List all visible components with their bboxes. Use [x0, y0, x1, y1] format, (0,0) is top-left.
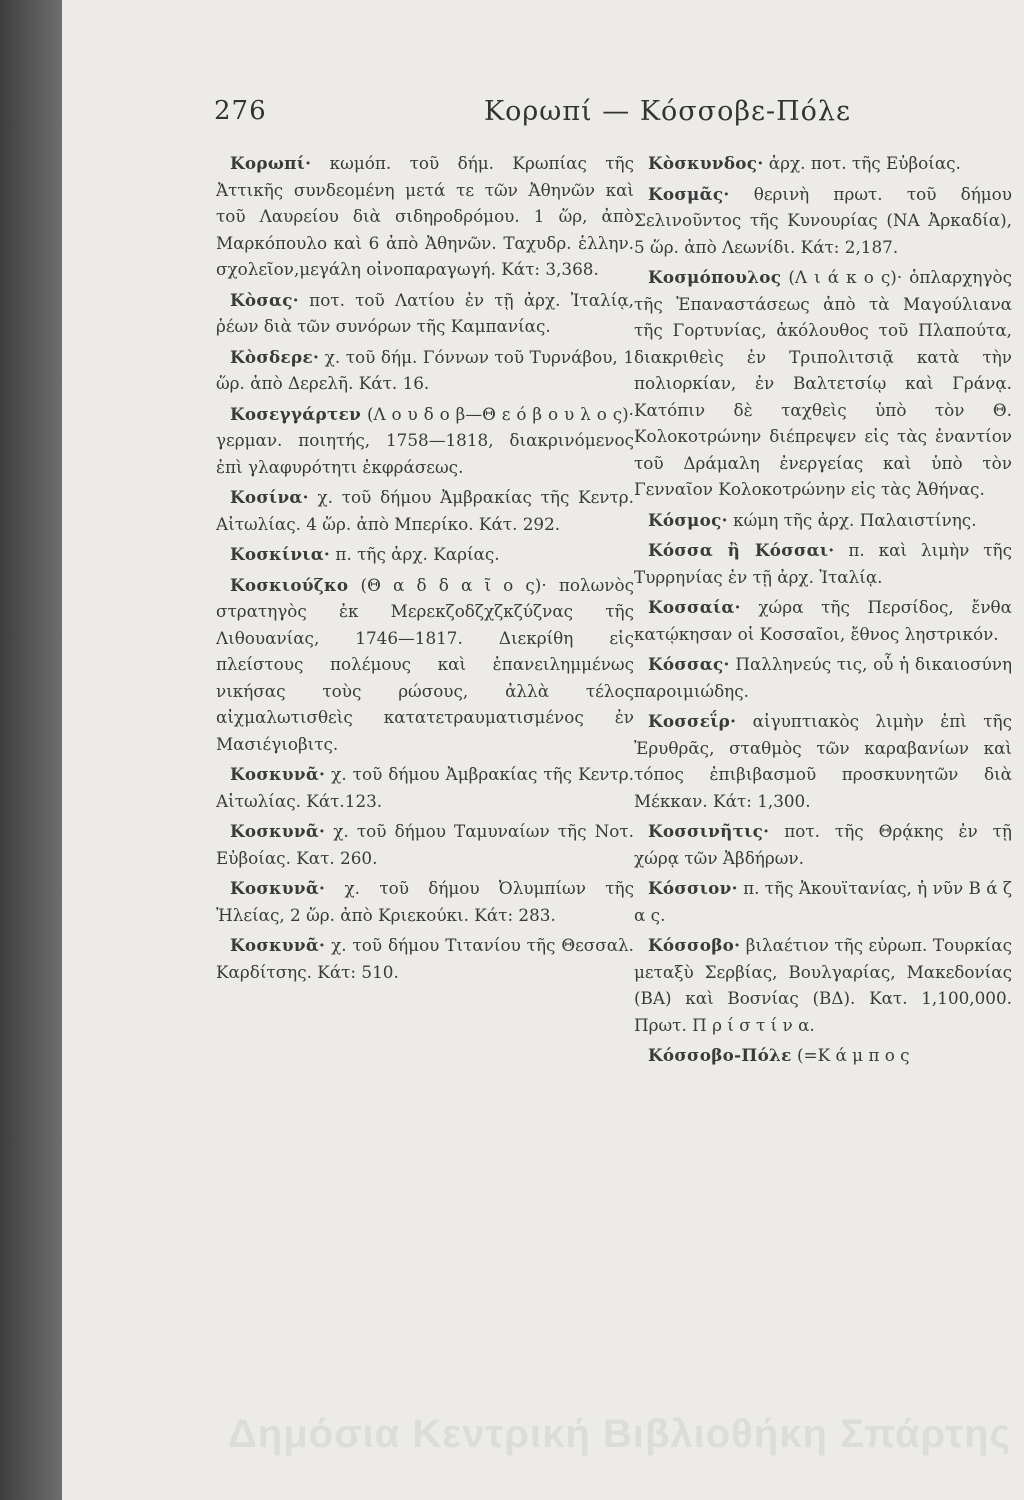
dictionary-entry [634, 150, 1012, 177]
scan-dark-edge [0, 0, 62, 1500]
entry-headword: Κόσσιον· [648, 878, 738, 898]
entry-headword: Κοσεγγάρτεν [230, 403, 362, 424]
dictionary-entry [216, 287, 634, 340]
dictionary-entry [216, 541, 634, 568]
entry-body: (=Κ ά μ π ο ς [791, 1045, 910, 1065]
entry-headword: Κοσκίνια· [230, 544, 331, 564]
entry-body: χ. τοῦ δήμου Ταμυναίων τῆς Νοτ. Εὐβοίας. Κατ. 260. [216, 821, 634, 868]
entry-body: χ. τοῦ δήμ. Γόννων τοῦ Τυρνάβου, 1 ὥρ. ἀπὸ Δερελῆ. Κάτ. 16. [216, 346, 634, 393]
entry-body: βιλαέτιον τῆς εὐρωπ. Τουρκίας μεταξὺ Σερβίας, Βουλγαρίας, Μακεδονίας (ΒΑ) καὶ Βοσνίας (ΒΔ). Κατ. 1,100,000. Πρωτ. Π ρ ί σ τ ί ν α. [634, 935, 1012, 1035]
entry-headword: Κορωπί· [230, 153, 312, 173]
dictionary-entry [216, 150, 634, 283]
entry-headword: Κόσμος· [648, 509, 728, 530]
entry-headword: Κοσκυνᾶ· [230, 821, 326, 841]
entry-body: ἀρχ. ποτ. τῆς Εὐβοίας. [763, 153, 961, 173]
dictionary-entry [634, 181, 1012, 261]
dictionary-entry [634, 264, 1012, 503]
entry-headword: Κοσκυνᾶ· [230, 878, 326, 898]
entry-headword: Κοσίνα· [230, 487, 309, 507]
right-column [634, 150, 1012, 1073]
page-header [214, 96, 1024, 136]
entry-body: π. τῆς Ἀκουϊτανίας, ἡ νῦν Β ά ζ α ς. [634, 878, 1012, 925]
dictionary-entry [634, 594, 1012, 647]
entry-body: (Θ α δ δ α ῖ ο ς)· πολωνὸς στρατηγὸς ἐκ Μερεκζοδζχζκζύζνας τῆς Λιθουανίας, 1746—1817. Διεκρίθη εἰς πλείστους πολέμους καὶ ἐπανειλημμένως νικήσας τοὺς ρώσους, ἀλλὰ τέλος αἰχμαλωτισθεὶς κατατετραυματισμένος ἐν Μασιέγιοβιτς. [216, 574, 634, 754]
entry-body: (Λ ο υ δ ο β—Θ ε ό β ο υ λ ο ς)· γερμαν. ποιητής, 1758—1818, διακρινόμενος ἐπὶ γλαφυρότητι ἐκφράσεως. [216, 403, 634, 477]
dictionary-entry [216, 875, 634, 928]
entry-body: π. τῆς ἀρχ. Καρίας. [330, 544, 500, 564]
entry-body: Παλληνεύς τις, οὗ ἡ δικαιοσύνη παροιμιώδης. [634, 654, 1012, 701]
dictionary-entry [216, 572, 634, 758]
entry-headword: Κοσσεΐρ· [648, 711, 737, 731]
dictionary-entry [634, 708, 1012, 814]
dictionary-entry [216, 401, 634, 481]
entry-headword: Κόσσας· [648, 654, 730, 674]
entry-body: χώρα τῆς Περσίδος, ἔνθα κατῴκησαν οἱ Κοσσαῖοι, ἔθνος ληστρικόν. [634, 597, 1012, 644]
dictionary-entry [634, 651, 1012, 704]
entry-headword: Κοσμᾶς· [648, 183, 730, 204]
dictionary-entry [634, 507, 1012, 534]
library-watermark: Δημόσια Κεντρική Βιβλιοθήκη Σπάρτης [228, 1412, 1012, 1456]
entry-body: χ. τοῦ δήμου Ὀλυμπίων τῆς Ἠλείας, 2 ὥρ. ἀπὸ Κριεκούκι. Κάτ: 283. [216, 878, 634, 925]
left-column [216, 150, 634, 989]
dictionary-entry [634, 1042, 1012, 1069]
dictionary-entry [216, 484, 634, 537]
dictionary-entry [634, 818, 1012, 871]
entry-headword: Κοσσαία· [648, 597, 741, 617]
entry-body: ποτ. τοῦ Λατίου ἐν τῇ ἀρχ. Ἰταλίᾳ, ῥέων διὰ τῶν συνόρων τῆς Καμπανίας. [216, 289, 634, 336]
dictionary-entry [634, 932, 1012, 1038]
entry-headword: Κὸσδερε· [230, 346, 320, 367]
entry-body: χ. τοῦ δήμου Τιτανίου τῆς Θεσσαλ. Καρδίτσης. Κάτ: 510. [216, 935, 634, 982]
entry-headword: Κοσσινῆτις· [648, 821, 770, 841]
dictionary-page [62, 0, 1024, 1500]
entry-body: κωμόπ. τοῦ δήμ. Κρωπίας τῆς Ἀττικῆς συνδεομένη μετά τε τῶν Ἀθηνῶν καὶ τοῦ Λαυρείου διὰ σιδηροδρόμου. 1 ὥρ, ἀπὸ Μαρκόπουλο καὶ 6 ἀπὸ Ἀθηνῶν. Ταχυδρ. ἑλλην. σχολεῖον,μεγάλη οἰνοπαραγωγή. Κάτ: 3,368. [216, 153, 634, 279]
entry-body: χ. τοῦ δήμου Ἀμβρακίας τῆς Κεντρ. Αἰτωλίας. 4 ὥρ. ἀπὸ Μπερίκο. Κάτ. 292. [216, 487, 634, 534]
running-head: Κορωπί — Κόσσοβε-Πόλε [484, 96, 851, 127]
dictionary-entry [216, 818, 634, 871]
dictionary-entry [216, 761, 634, 814]
page-number: 276 [214, 96, 267, 126]
entry-headword: Κόσσοβο-Πόλε [648, 1045, 792, 1065]
entry-headword: Κοσκιούζκο [230, 574, 349, 595]
entry-body: π. καὶ λιμὴν τῆς Τυρρηνίας ἐν τῇ ἀρχ. Ἰταλίᾳ. [634, 540, 1012, 587]
dictionary-entry [634, 875, 1012, 928]
entry-body: κώμη τῆς ἀρχ. Παλαιστίνης. [727, 509, 977, 530]
entry-headword: Κὸσας· [230, 289, 299, 310]
entry-headword: Κόσσοβο· [648, 935, 741, 955]
entry-headword: Κοσμόπουλος [648, 267, 782, 287]
entry-body: (Λ ι ά κ ο ς)· ὁπλαρχηγὸς τῆς Ἐπαναστάσεως ἀπὸ τὰ Μαγούλιανα τῆς Γορτυνίας, ἀκόλουθος τοῦ Πλαπούτα, διακριθεὶς ἐν Τριπολιτσιᾷ κατὰ τὴν πολιορκίαν, ἐν Βαλτετσίῳ καὶ Γράνᾳ. Κατόπιν δὲ ταχθεὶς ὑπὸ τὸν Θ. Κολοκοτρώνην διέπρεψεν εἰς τὰς ἐναντίον τοῦ Δράμαλη ἐνεργείας καὶ ὑπὸ τὸν Γενναῖον Κολοκοτρώνην εἰς τὰς Ἀθήνας. [634, 267, 1012, 499]
entry-body: ποτ. τῆς Θρᾴκης ἐν τῇ χώρᾳ τῶν Ἀβδήρων. [634, 821, 1012, 868]
dictionary-entry [634, 537, 1012, 590]
entry-body: αἰγυπτιακὸς λιμὴν ἐπὶ τῆς Ἐρυθρᾶς, σταθμὸς τῶν καραβανίων καὶ τόπος ἐπιβιβασμοῦ προσκυνητῶν διὰ Μέκκαν. Κάτ: 1,300. [634, 711, 1012, 811]
entry-headword: Κὸσκυνδος· [648, 153, 764, 173]
entry-body: χ. τοῦ δήμου Ἀμβρακίας τῆς Κεντρ. Αἰτωλίας. Κάτ.123. [216, 764, 634, 811]
entry-headword: Κοσκυνᾶ· [230, 935, 326, 955]
entry-body: θερινὴ πρωτ. τοῦ δήμου Σελινοῦντος τῆς Κυνουρίας (ΝΑ Ἀρκαδία), 5 ὥρ. ἀπὸ Λεωνίδι. Κάτ: 2,187. [634, 183, 1012, 257]
dictionary-entry [216, 344, 634, 397]
dictionary-entry [216, 932, 634, 985]
entry-headword: Κοσκυνᾶ· [230, 764, 326, 784]
entry-headword: Κόσσα ἢ Κόσσαι· [648, 540, 835, 560]
